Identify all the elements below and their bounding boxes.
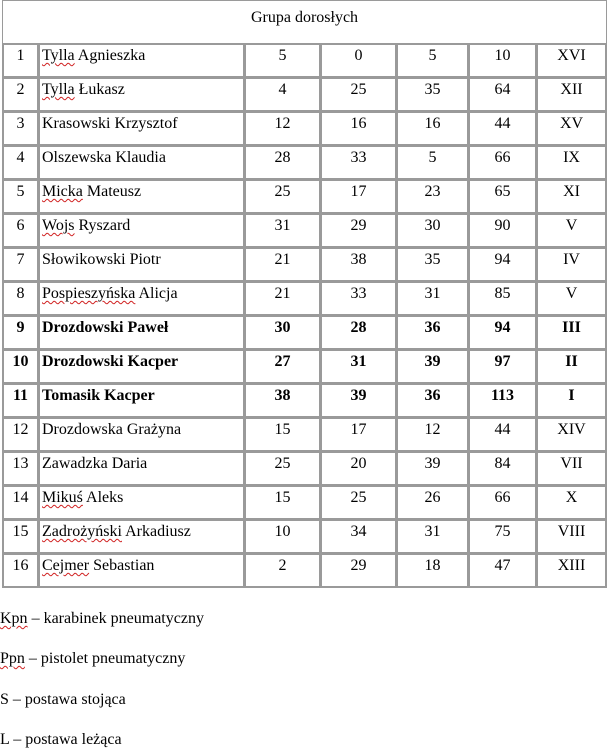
score-2 (321, 112, 397, 146)
competitor-firstname: Kacper (104, 387, 155, 404)
score-total (469, 78, 537, 112)
competitor-surname: Olszewska (42, 149, 112, 166)
score-total (469, 282, 537, 316)
score-total-text: 84 (494, 455, 511, 472)
results-table-body (3, 1, 607, 588)
competitor-firstname: Paweł (127, 319, 169, 336)
score-3-text: 30 (424, 217, 441, 234)
row-number (3, 282, 39, 316)
competitor-name (39, 180, 245, 214)
competitor-surname: Wojs (42, 217, 75, 234)
score-1 (245, 452, 321, 486)
score-total (469, 520, 537, 554)
results-table-wrapper (2, 0, 607, 588)
score-total (469, 418, 537, 452)
place-rank-text: VII (560, 455, 583, 472)
score-2 (321, 452, 397, 486)
score-1 (245, 78, 321, 112)
competitor-firstname: Arkadiusz (125, 523, 191, 540)
score-1-text: 10 (274, 523, 291, 540)
competitor-name (39, 350, 245, 384)
table-title-row (3, 1, 607, 44)
score-1 (245, 146, 321, 180)
competitor-name-text (39, 78, 244, 100)
score-total (469, 180, 537, 214)
place-rank-text: V (565, 217, 578, 234)
table-row (3, 554, 607, 588)
score-2 (321, 486, 397, 520)
score-2-text: 39 (350, 387, 367, 404)
competitor-firstname: Agnieszka (77, 47, 146, 64)
legend-item (0, 649, 185, 669)
competitor-surname: Drozdowski (42, 319, 124, 336)
score-3 (397, 44, 469, 78)
score-total (469, 384, 537, 418)
score-1 (245, 384, 321, 418)
competitor-surname: Zawadzka (42, 455, 108, 472)
score-3-text: 31 (424, 523, 441, 540)
row-number-text: 3 (16, 115, 25, 132)
score-2-text: 28 (350, 319, 367, 336)
row-number-text: 4 (16, 149, 25, 166)
score-2 (321, 180, 397, 214)
score-total-text: 94 (494, 251, 511, 268)
competitor-surname: Mikuś (42, 489, 83, 506)
row-number (3, 146, 39, 180)
score-3 (397, 180, 469, 214)
score-2 (321, 418, 397, 452)
competitor-name-text (39, 554, 244, 576)
competitor-name (39, 146, 245, 180)
competitor-name (39, 384, 245, 418)
row-number-text: 13 (12, 455, 29, 472)
place-rank-text: XIII (557, 557, 586, 574)
table-row (3, 520, 607, 554)
score-3-text: 18 (424, 557, 441, 574)
competitor-name-text (39, 418, 244, 440)
score-total-text: 66 (494, 489, 511, 506)
score-2-text: 0 (354, 47, 363, 64)
score-2-text: 25 (350, 81, 367, 98)
score-total-text: 97 (494, 353, 511, 370)
place-rank-text: X (565, 489, 578, 506)
row-number (3, 248, 39, 282)
results-table (2, 0, 607, 588)
row-number-text: 10 (12, 353, 29, 370)
score-total (469, 554, 537, 588)
competitor-surname: Słowikowski (42, 251, 126, 268)
score-3 (397, 282, 469, 316)
score-2 (321, 520, 397, 554)
score-1-text: 21 (274, 251, 291, 268)
legend-description: – postawa leżąca (9, 731, 122, 748)
score-2-text: 29 (350, 217, 367, 234)
legend-description: – postawa stojąca (8, 691, 126, 708)
score-2-text: 38 (350, 251, 367, 268)
score-3 (397, 214, 469, 248)
place-rank-text: IV (563, 251, 580, 268)
competitor-name (39, 214, 245, 248)
table-row (3, 146, 607, 180)
score-1 (245, 520, 321, 554)
score-total-text: 64 (494, 81, 511, 98)
score-3-text: 31 (424, 285, 441, 302)
score-1-text: 12 (274, 115, 291, 132)
competitor-name-text (39, 350, 244, 372)
competitor-surname: Pospieszyńska (42, 285, 136, 302)
score-1 (245, 214, 321, 248)
table-row (3, 214, 607, 248)
score-2-text: 17 (350, 421, 367, 438)
score-total-text: 44 (494, 115, 511, 132)
competitor-name (39, 486, 245, 520)
competitor-name-text (39, 214, 244, 236)
table-row (3, 180, 607, 214)
score-total-text: 90 (494, 217, 511, 234)
score-3 (397, 248, 469, 282)
score-1-text: 21 (274, 285, 291, 302)
competitor-name-text (39, 146, 244, 168)
table-row (3, 418, 607, 452)
score-3 (397, 452, 469, 486)
score-2-text: 17 (350, 183, 367, 200)
score-total-text: 75 (494, 523, 511, 540)
competitor-firstname: Daria (111, 455, 148, 472)
score-3 (397, 554, 469, 588)
score-1 (245, 350, 321, 384)
score-1-text: 15 (274, 421, 291, 438)
place-rank-text: XV (559, 115, 584, 132)
row-number (3, 554, 39, 588)
place-rank-text: III (562, 319, 581, 336)
score-3-text: 39 (424, 353, 441, 370)
place-rank (537, 78, 607, 112)
row-number (3, 214, 39, 248)
competitor-firstname: Grażyna (126, 421, 182, 438)
competitor-name (39, 554, 245, 588)
place-rank-text: V (565, 285, 578, 302)
competitor-name-text (39, 316, 244, 338)
place-rank (537, 248, 607, 282)
row-number-text: 16 (12, 557, 29, 574)
score-1 (245, 316, 321, 350)
score-total (469, 350, 537, 384)
table-row (3, 316, 607, 350)
competitor-firstname: Piotr (129, 251, 161, 268)
score-total-text: 113 (490, 387, 515, 404)
competitor-firstname: Kacper (127, 353, 179, 370)
competitor-name (39, 112, 245, 146)
score-3 (397, 146, 469, 180)
competitor-name (39, 520, 245, 554)
place-rank (537, 146, 607, 180)
row-number (3, 316, 39, 350)
place-rank-text: VIII (557, 523, 586, 540)
legend-abbreviation: L (0, 731, 10, 748)
score-3 (397, 486, 469, 520)
competitor-name-text (39, 112, 244, 134)
place-rank (537, 486, 607, 520)
score-total-text: 47 (494, 557, 511, 574)
score-3 (397, 112, 469, 146)
row-number-text: 1 (16, 47, 25, 64)
row-number (3, 112, 39, 146)
place-rank (537, 554, 607, 588)
score-1-text: 25 (274, 455, 291, 472)
score-1-text: 31 (274, 217, 291, 234)
row-number-text: 14 (12, 489, 29, 506)
score-3 (397, 520, 469, 554)
score-3-text: 35 (424, 81, 441, 98)
score-1 (245, 554, 321, 588)
competitor-name-text (39, 282, 244, 304)
score-total (469, 44, 537, 78)
score-total (469, 486, 537, 520)
score-1-text: 2 (278, 557, 287, 574)
row-number (3, 384, 39, 418)
score-3-text: 35 (424, 251, 441, 268)
score-1-text: 28 (274, 149, 291, 166)
score-3-text: 36 (424, 319, 441, 336)
score-2 (321, 44, 397, 78)
competitor-name (39, 44, 245, 78)
row-number-text: 5 (16, 183, 25, 200)
row-number-text: 15 (12, 523, 29, 540)
score-1 (245, 112, 321, 146)
place-rank (537, 384, 607, 418)
table-row (3, 44, 607, 78)
score-1-text: 25 (274, 183, 291, 200)
score-2 (321, 214, 397, 248)
score-1 (245, 248, 321, 282)
legend-description: – pistolet pneumatyczny (24, 650, 186, 667)
place-rank (537, 418, 607, 452)
score-1-text: 38 (274, 387, 291, 404)
competitor-name-text (39, 384, 244, 406)
score-total (469, 112, 537, 146)
row-number-text: 9 (16, 319, 25, 336)
score-total-text: 85 (494, 285, 511, 302)
score-3 (397, 418, 469, 452)
row-number-text: 12 (12, 421, 29, 438)
table-row (3, 282, 607, 316)
competitor-name-text (39, 44, 244, 66)
score-1-text: 5 (278, 47, 287, 64)
score-2-text: 25 (350, 489, 367, 506)
competitor-name-text (39, 452, 244, 474)
competitor-surname: Krasowski (42, 115, 111, 132)
place-rank (537, 112, 607, 146)
row-number-text: 8 (16, 285, 25, 302)
competitor-name-text (39, 520, 244, 542)
score-2 (321, 554, 397, 588)
place-rank (537, 44, 607, 78)
score-1 (245, 180, 321, 214)
place-rank (537, 520, 607, 554)
legend-item (0, 609, 204, 629)
score-3-text: 16 (424, 115, 441, 132)
legend-abbreviation: Kpn (0, 610, 28, 627)
place-rank (537, 282, 607, 316)
score-2-text: 31 (350, 353, 367, 370)
score-3-text: 5 (428, 47, 437, 64)
competitor-surname: Zadrożyński (42, 523, 122, 540)
score-total-text: 65 (494, 183, 511, 200)
score-3-text: 12 (424, 421, 441, 438)
score-1 (245, 486, 321, 520)
row-number (3, 418, 39, 452)
score-total-text: 10 (494, 47, 511, 64)
score-1-text: 27 (274, 353, 291, 370)
score-2 (321, 282, 397, 316)
score-2 (321, 146, 397, 180)
score-3 (397, 350, 469, 384)
score-total (469, 214, 537, 248)
competitor-firstname: Mateusz (86, 183, 142, 200)
score-3-text: 36 (424, 387, 441, 404)
competitor-firstname: Klaudia (115, 149, 166, 166)
row-number-text: 11 (12, 387, 29, 404)
competitor-surname: Tylla (42, 47, 75, 64)
score-total-text: 44 (494, 421, 511, 438)
competitor-name (39, 452, 245, 486)
score-3 (397, 78, 469, 112)
competitor-firstname: Krzysztof (114, 115, 178, 132)
score-total (469, 452, 537, 486)
competitor-name (39, 282, 245, 316)
score-2 (321, 78, 397, 112)
score-3-text: 26 (424, 489, 441, 506)
competitor-name (39, 78, 245, 112)
place-rank-text: XVI (557, 47, 586, 64)
score-total-text: 94 (494, 319, 511, 336)
row-number-text: 6 (16, 217, 25, 234)
competitor-name-text (39, 180, 244, 202)
score-2-text: 29 (350, 557, 367, 574)
table-row (3, 248, 607, 282)
table-row (3, 112, 607, 146)
score-2 (321, 384, 397, 418)
row-number (3, 486, 39, 520)
score-total-text: 66 (494, 149, 511, 166)
table-row (3, 486, 607, 520)
competitor-name-text (39, 486, 244, 508)
score-3 (397, 316, 469, 350)
legend-description: – karabinek pneumatyczny (27, 610, 204, 627)
row-number-text: 7 (16, 251, 25, 268)
score-2-text: 34 (350, 523, 367, 540)
score-1 (245, 282, 321, 316)
place-rank (537, 452, 607, 486)
competitor-surname: Drozdowski (42, 353, 124, 370)
competitor-firstname: Alicja (138, 285, 178, 302)
legend-item (0, 690, 126, 710)
place-rank-text: XIV (557, 421, 586, 438)
row-number-text: 2 (16, 81, 25, 98)
competitor-surname: Tomasik (42, 387, 101, 404)
legend-item (0, 730, 122, 750)
row-number (3, 180, 39, 214)
competitor-firstname: Aleks (86, 489, 124, 506)
score-total (469, 146, 537, 180)
score-3-text: 39 (424, 455, 441, 472)
competitor-firstname: Ryszard (78, 217, 131, 234)
competitor-surname: Cejmer (42, 557, 90, 574)
place-rank-text: II (565, 353, 578, 370)
place-rank (537, 214, 607, 248)
place-rank-text: XI (563, 183, 580, 200)
score-3 (397, 384, 469, 418)
row-number (3, 520, 39, 554)
place-rank-text: XII (560, 81, 583, 98)
score-3-text: 23 (424, 183, 441, 200)
score-2-text: 33 (350, 285, 367, 302)
legend-abbreviation: S (0, 691, 9, 708)
score-2-text: 16 (350, 115, 367, 132)
row-number (3, 350, 39, 384)
competitor-name (39, 418, 245, 452)
table-row (3, 350, 607, 384)
table-title: Grupa dorosłych (3, 1, 607, 44)
place-rank (537, 316, 607, 350)
row-number (3, 44, 39, 78)
competitor-surname: Drozdowska (42, 421, 123, 438)
score-2 (321, 350, 397, 384)
place-rank-text: IX (563, 149, 580, 166)
place-rank (537, 350, 607, 384)
score-2 (321, 248, 397, 282)
competitor-name (39, 248, 245, 282)
row-number (3, 78, 39, 112)
score-2-text: 33 (350, 149, 367, 166)
table-row (3, 384, 607, 418)
competitor-firstname: Sebastian (93, 557, 155, 574)
competitor-name (39, 316, 245, 350)
score-2 (321, 316, 397, 350)
score-1-text: 30 (274, 319, 291, 336)
competitor-name-text (39, 248, 244, 270)
score-3-text: 5 (428, 149, 437, 166)
score-1 (245, 44, 321, 78)
score-1-text: 4 (278, 81, 287, 98)
table-row (3, 452, 607, 486)
score-total (469, 248, 537, 282)
legend-abbreviation: Ppn (0, 650, 25, 667)
place-rank (537, 180, 607, 214)
score-total (469, 316, 537, 350)
score-2-text: 20 (350, 455, 367, 472)
row-number (3, 452, 39, 486)
competitor-firstname: Łukasz (78, 81, 125, 98)
competitor-surname: Tylla (42, 81, 75, 98)
score-1-text: 15 (274, 489, 291, 506)
competitor-surname: Micka (42, 183, 83, 200)
place-rank-text: I (568, 387, 575, 404)
table-row (3, 78, 607, 112)
score-1 (245, 418, 321, 452)
